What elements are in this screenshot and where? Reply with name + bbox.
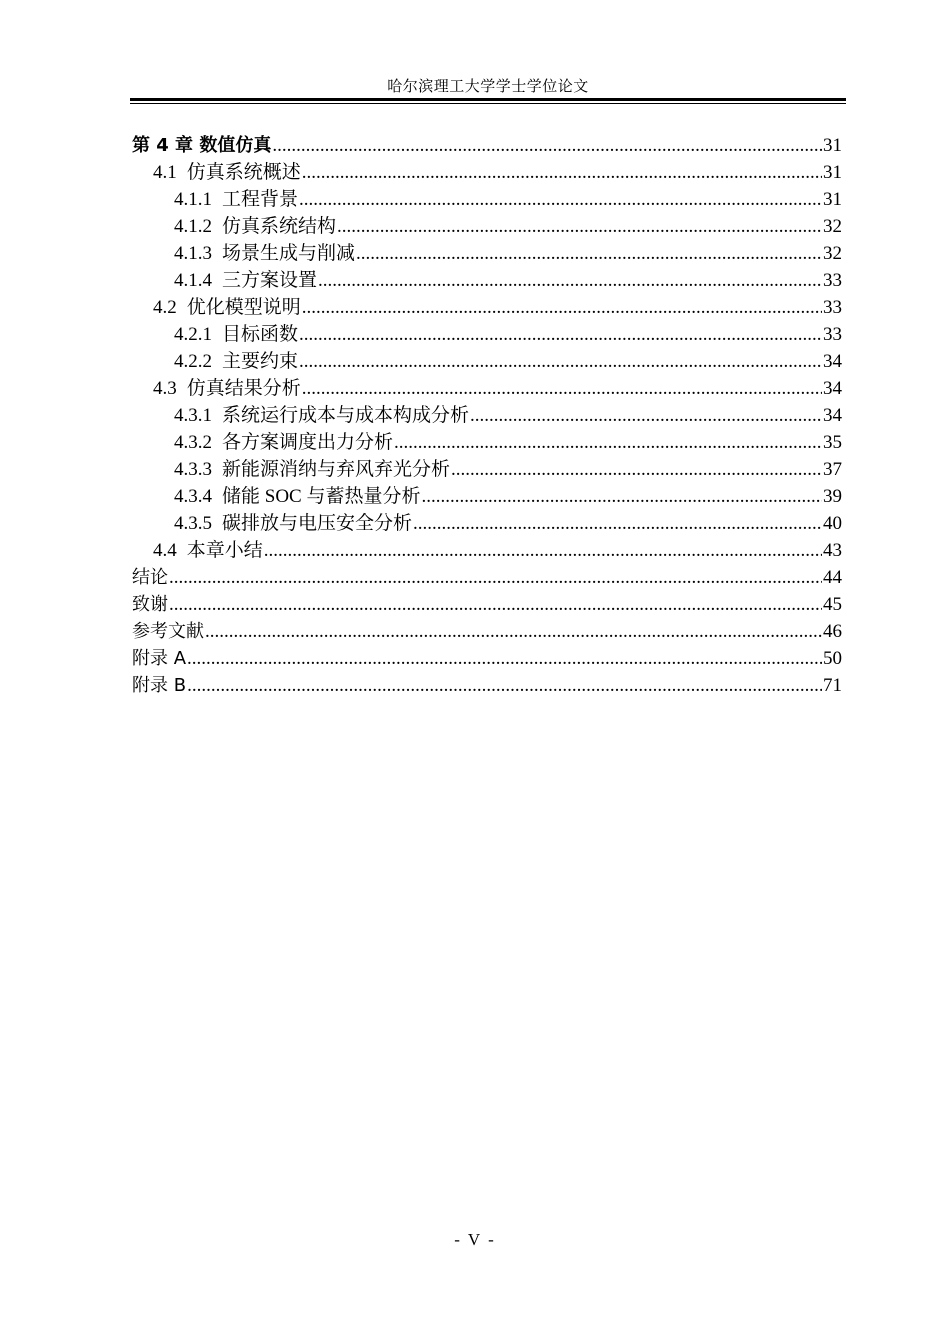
- toc-dot-leader: [169, 591, 822, 618]
- toc-entry-page: 31: [823, 189, 842, 210]
- toc-entry[interactable]: [132, 402, 842, 429]
- running-header: 哈尔滨理工大学学士学位论文: [387, 79, 589, 95]
- toc-entry-page: 71: [823, 675, 842, 696]
- toc-dot-leader: [205, 618, 822, 645]
- toc-entry-page: 39: [823, 486, 842, 507]
- toc-entry-page: 32: [823, 216, 842, 237]
- toc-entry-title: 场景生成与削减: [222, 243, 356, 264]
- toc-entry-page: 46: [823, 621, 842, 642]
- toc-dot-leader: [302, 159, 822, 186]
- toc-entry[interactable]: [132, 645, 842, 672]
- toc-dot-leader: [302, 294, 822, 321]
- toc-entry-number: 4.1.1: [174, 189, 212, 210]
- toc-entry-title: 工程背景: [222, 189, 299, 210]
- toc-dot-leader: [318, 267, 822, 294]
- toc-entry-page: 32: [823, 243, 842, 264]
- toc-entry-page: 33: [823, 297, 842, 318]
- table-of-contents: [132, 132, 842, 699]
- toc-entry-number: 4.4: [153, 540, 177, 561]
- toc-entry-title: 仿真结果分析: [186, 378, 301, 399]
- toc-entry[interactable]: [132, 429, 842, 456]
- toc-dot-leader: [470, 402, 822, 429]
- header-rule-thick: [130, 98, 846, 101]
- toc-entry-page: 40: [823, 513, 842, 534]
- toc-entry[interactable]: [132, 456, 842, 483]
- page-number: - V -: [454, 1230, 496, 1249]
- toc-entry-page: 37: [823, 459, 842, 480]
- toc-entry-page: 31: [823, 162, 842, 183]
- toc-dot-leader: [187, 645, 822, 672]
- toc-dot-leader: [394, 429, 822, 456]
- toc-dot-leader: [264, 537, 822, 564]
- toc-entry-title: 附录 A: [132, 648, 187, 669]
- toc-dot-leader: [413, 510, 822, 537]
- toc-entry-page: 45: [823, 594, 842, 615]
- toc-entry-number: 4.1.2: [174, 216, 212, 237]
- toc-entry[interactable]: [132, 321, 842, 348]
- toc-dot-leader: [272, 132, 822, 159]
- toc-entry[interactable]: [132, 294, 842, 321]
- toc-entry-title: 三方案设置: [222, 270, 318, 291]
- toc-entry[interactable]: [132, 591, 842, 618]
- toc-entry-page: 44: [823, 567, 842, 588]
- toc-entry-number: 4.3: [153, 378, 177, 399]
- toc-entry[interactable]: [132, 672, 842, 699]
- toc-entry-title: 储能 SOC 与蓄热量分析: [222, 486, 421, 507]
- toc-entry[interactable]: [132, 159, 842, 186]
- header-rule-thin: [130, 103, 846, 104]
- toc-entry[interactable]: [132, 375, 842, 402]
- toc-entry-title: 本章小结: [186, 540, 263, 561]
- toc-entry-page: 33: [823, 270, 842, 291]
- toc-entry-number: 4.2.2: [174, 351, 212, 372]
- toc-entry-title: 参考文献: [132, 621, 204, 642]
- toc-dot-leader: [169, 564, 822, 591]
- toc-entry-page: 34: [823, 405, 842, 426]
- toc-entry-title: 结论: [132, 567, 168, 588]
- toc-entry-number: 4.1.3: [174, 243, 212, 264]
- toc-entry-page: 34: [823, 378, 842, 399]
- toc-entry-title: 优化模型说明: [186, 297, 301, 318]
- toc-entry-title: 系统运行成本与成本构成分析: [222, 405, 470, 426]
- toc-entry-title: 各方案调度出力分析: [222, 432, 394, 453]
- toc-entry-title: 主要约束: [222, 351, 299, 372]
- toc-entry-title: 碳排放与电压安全分析: [222, 513, 413, 534]
- toc-entry-page: 33: [823, 324, 842, 345]
- toc-entry-title: 附录 B: [132, 675, 187, 696]
- toc-entry-page: 43: [823, 540, 842, 561]
- toc-dot-leader: [421, 483, 822, 510]
- toc-entry[interactable]: [132, 240, 842, 267]
- toc-entry-page: 34: [823, 351, 842, 372]
- toc-entry-number: 4.3.4: [174, 486, 212, 507]
- toc-entry-number: 4.3.3: [174, 459, 212, 480]
- toc-entry[interactable]: [132, 132, 842, 159]
- toc-entry-page: 50: [823, 648, 842, 669]
- toc-entry-number: 4.2: [153, 297, 177, 318]
- toc-entry-title: 新能源消纳与弃风弃光分析: [222, 459, 451, 480]
- toc-entry-title: 目标函数: [222, 324, 299, 345]
- toc-entry[interactable]: [132, 510, 842, 537]
- toc-entry-title: 致谢: [132, 594, 168, 615]
- toc-dot-leader: [356, 240, 822, 267]
- toc-entry[interactable]: [132, 348, 842, 375]
- toc-entry-number: 4.3.1: [174, 405, 212, 426]
- toc-entry[interactable]: [132, 537, 842, 564]
- toc-entry-number: 4.1.4: [174, 270, 212, 291]
- toc-entry-title: 仿真系统概述: [186, 162, 301, 183]
- toc-dot-leader: [451, 456, 822, 483]
- toc-dot-leader: [302, 375, 822, 402]
- toc-entry[interactable]: [132, 267, 842, 294]
- toc-entry-number: 4.2.1: [174, 324, 212, 345]
- toc-dot-leader: [299, 321, 822, 348]
- toc-entry[interactable]: [132, 186, 842, 213]
- toc-dot-leader: [337, 213, 822, 240]
- toc-entry-page: 35: [823, 432, 842, 453]
- toc-entry-number: 4.3.2: [174, 432, 212, 453]
- toc-entry-number: 4.3.5: [174, 513, 212, 534]
- toc-entry[interactable]: [132, 618, 842, 645]
- toc-entry-title: 第 4 章 数值仿真: [132, 135, 272, 156]
- toc-entry-page: 31: [823, 135, 842, 156]
- toc-entry-title: 仿真系统结构: [222, 216, 337, 237]
- toc-entry[interactable]: [132, 564, 842, 591]
- toc-entry[interactable]: [132, 483, 842, 510]
- toc-dot-leader: [187, 672, 822, 699]
- toc-dot-leader: [299, 348, 822, 375]
- toc-dot-leader: [299, 186, 822, 213]
- toc-entry[interactable]: [132, 213, 842, 240]
- toc-entry-number: 4.1: [153, 162, 177, 183]
